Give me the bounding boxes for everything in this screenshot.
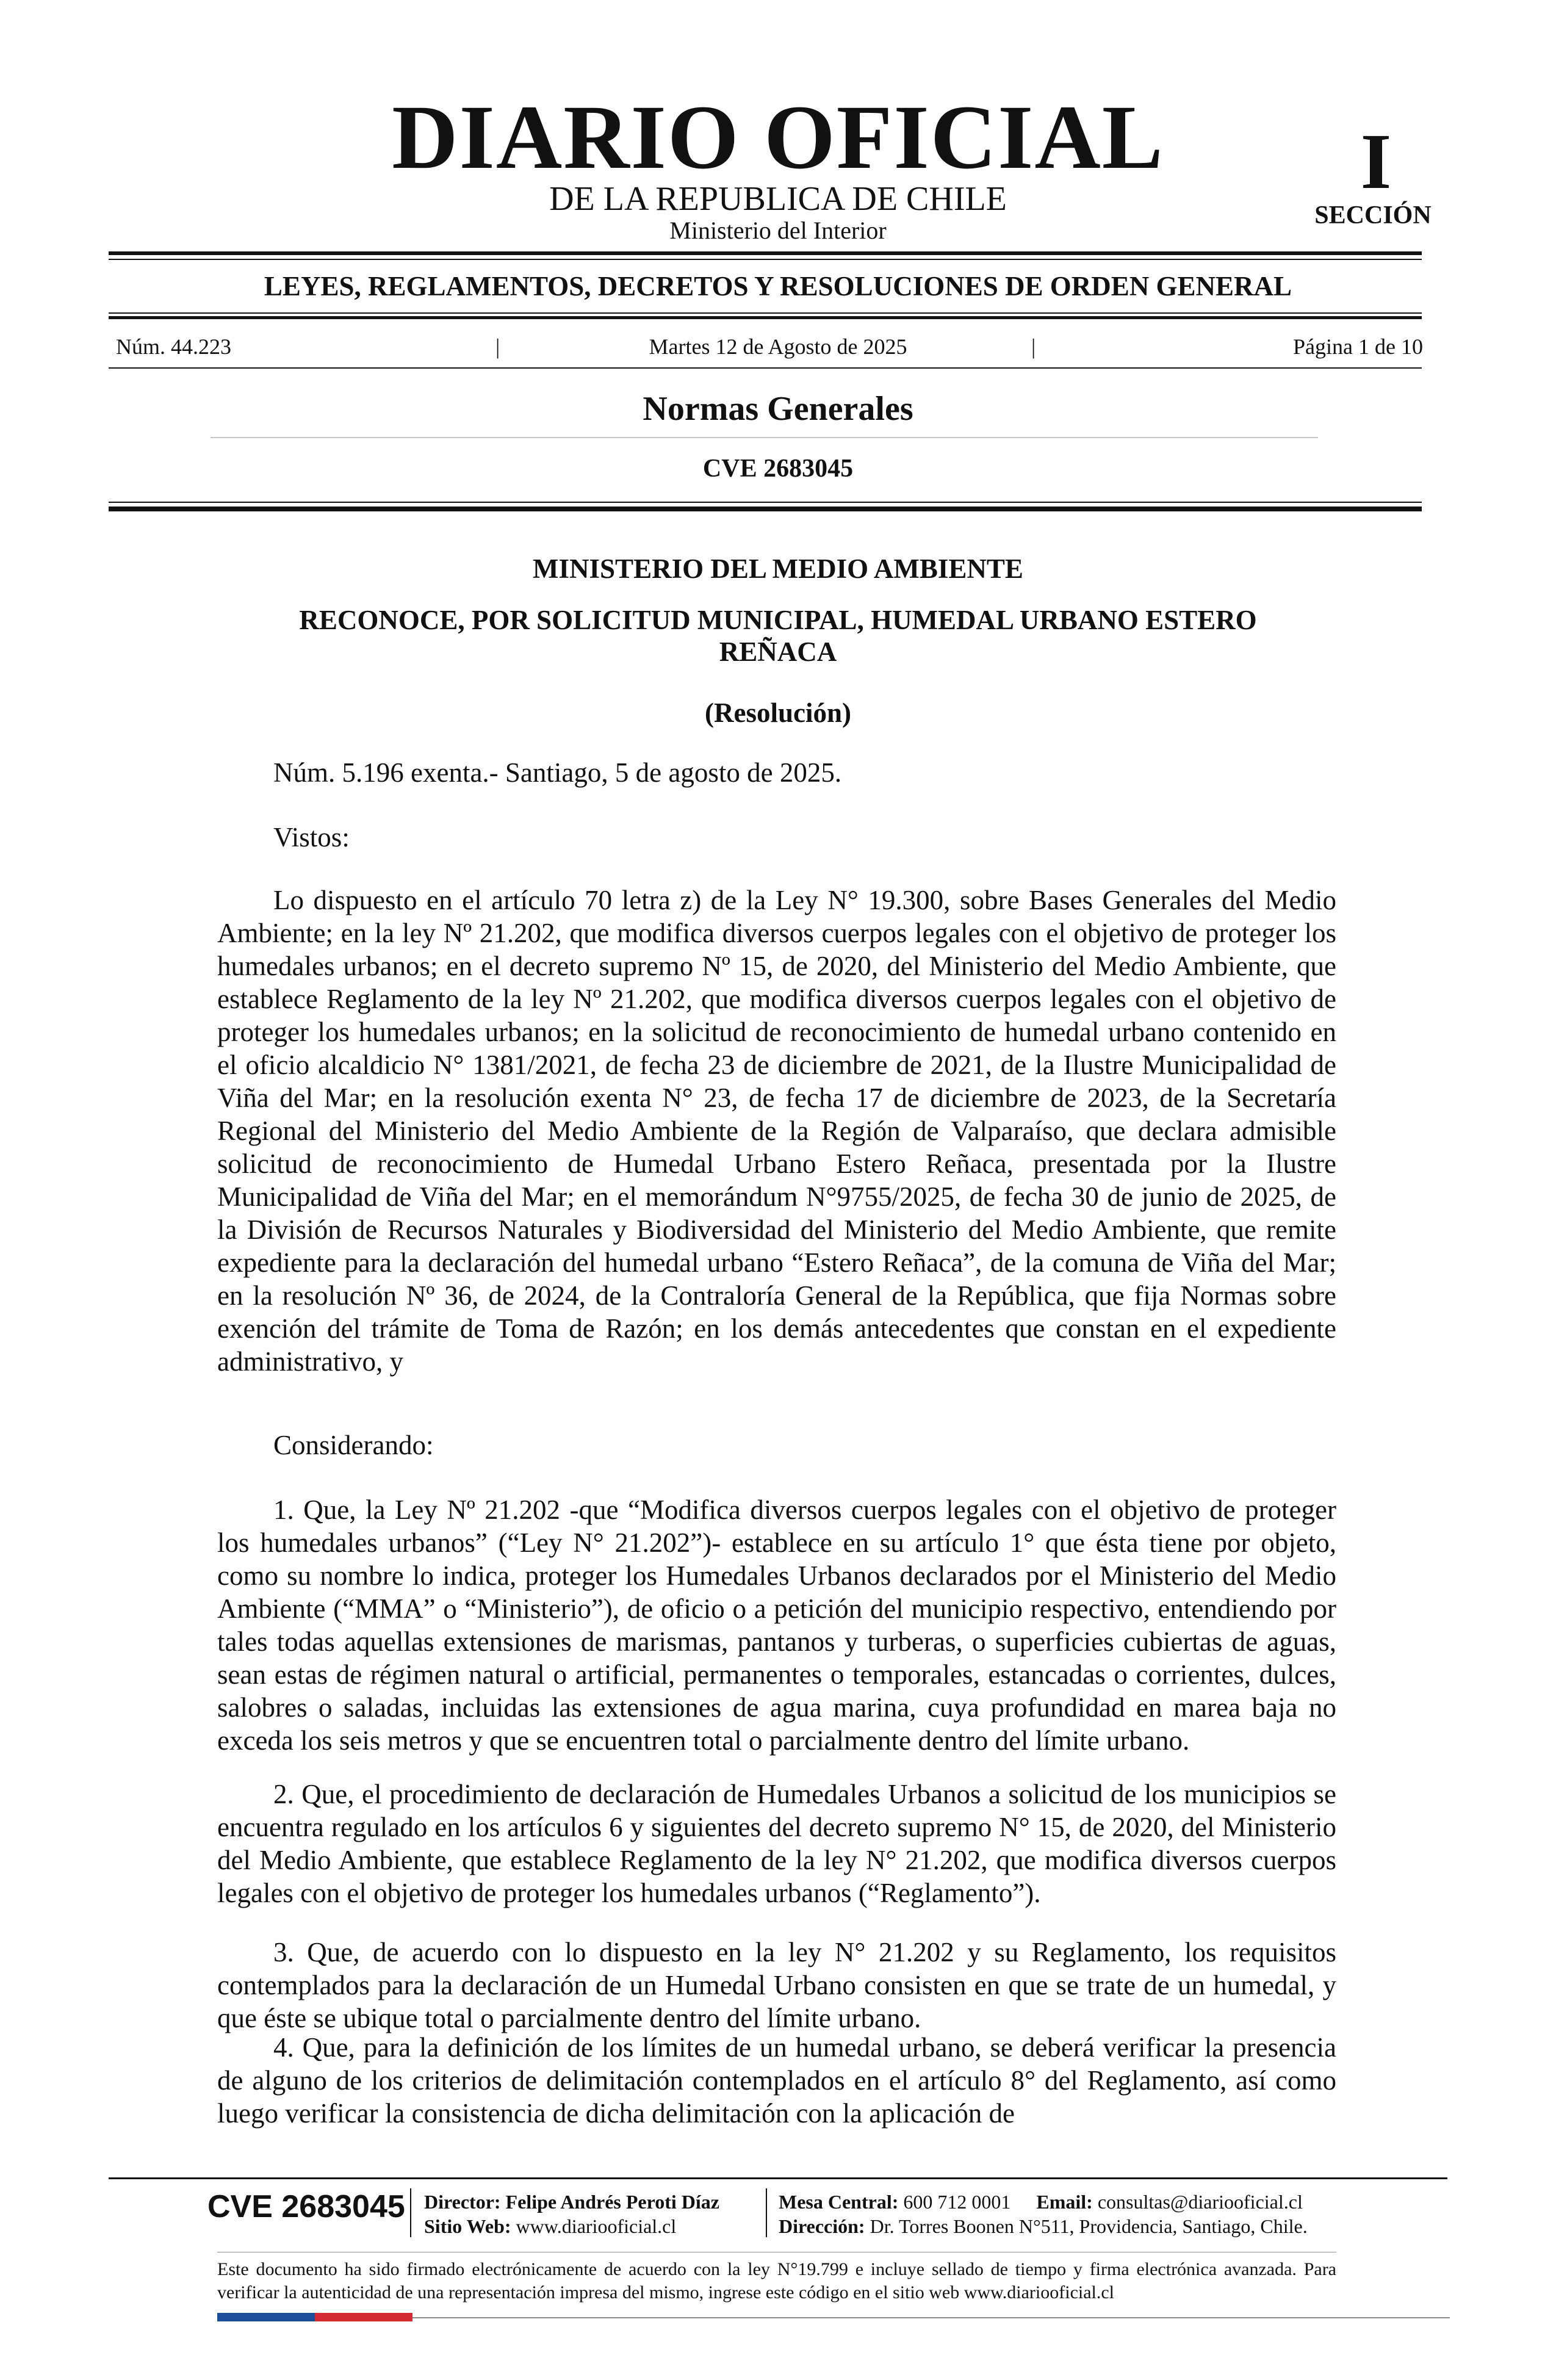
address-value: Dr. Torres Boonen N°511, Providencia, Santiago, Chile. xyxy=(870,2215,1308,2237)
website-label: Sitio Web: xyxy=(424,2215,511,2237)
footer-contact xyxy=(779,2190,1303,2214)
document-title: RECONOCE, POR SOLICITUD MUNICIPAL, HUMEDAL URBANO ESTERO REÑACA xyxy=(299,605,1257,667)
issue-number: Núm. 44.223 xyxy=(116,334,231,359)
footer-director xyxy=(424,2190,719,2214)
phone-value: 600 712 0001 xyxy=(903,2191,1011,2213)
director-label: Director: xyxy=(424,2191,501,2213)
issue-date: Martes 12 de Agosto de 2025 xyxy=(649,334,907,359)
footer-rule-bottom xyxy=(412,2317,1450,2318)
footer-cve: CVE 2683045 xyxy=(207,2189,405,2224)
considerando-item: 4. Que, para la definición de los límites de un humedal urbano, se deberá verificar la presencia de alguno de los criterios de delimitación contemplados en el artículo 8° del Reglamento, así como luego verificar la consistencia de dicha delimitación con la aplicación de xyxy=(217,2032,1336,2129)
header-rule-thick xyxy=(109,507,1422,511)
address-label: Dirección: xyxy=(779,2215,865,2237)
masthead-rule-thick xyxy=(109,251,1422,255)
section-label: SECCIÓN xyxy=(1314,201,1432,229)
flag-stripe-blue xyxy=(217,2313,315,2321)
vistos-heading: Vistos: xyxy=(273,822,350,853)
considerando-item: 2. Que, el procedimiento de declaración de Humedales Urbanos a solicitud de los municipios se encuentra regulado en los artículos 6 y siguientes del decreto supremo N° 15, de 2020, del Ministerio del Medio Ambiente, que establece Reglamento de la ley N° 21.202, que modifica diversos cuerpos legales con el objetivo de proteger los humedales urbanos (“Reglamento”). xyxy=(217,1779,1336,1908)
meta-separator: | xyxy=(1031,334,1036,359)
masthead-title: DIARIO OFICIAL xyxy=(392,87,1164,188)
meta-rule xyxy=(109,367,1422,369)
document-ministry: MINISTERIO DEL MEDIO AMBIENTE xyxy=(533,554,1023,584)
flag-stripe-red xyxy=(315,2313,412,2321)
header-rule-thin xyxy=(109,502,1422,503)
vistos-body: Lo dispuesto en el artículo 70 letra z) de la Ley N° 19.300, sobre Bases Generales del Medio Ambiente; en la ley Nº 21.202, que modifica diversos cuerpos legales con el objetivo de proteger los humedales urbanos; en el decreto supremo Nº 15, de 2020, del Ministerio del Medio Ambiente, que establece Reglamento de la ley Nº 21.202, que modifica diversos cuerpos legales con el objetivo de proteger los humedales urbanos; en la solicitud de reconocimiento de humedal urbano contenido en el oficio alcaldicio N° 1381/2021, de fecha 23 de diciembre de 2021, de la Ilustre Municipalidad de Viña del Mar; en la resolución exenta N° 23, de fecha 17 de diciembre de 2023, de la Secretaría Regional del Ministerio del Medio Ambiente de la Región de Valparaíso, que declara admisible solicitud de reconocimiento de Humedal Urbano Estero Reñaca, presentada por la Ilustre Municipalidad de Viña del Mar; en el memorándum N°9755/2025, de fecha 30 de junio de 2025, de la División de Recursos Naturales y Biodiversidad del Ministerio del Medio Ambiente, que remite expediente para la declaración del humedal urbano “Estero Reñaca”, de la comuna de Viña del Mar; en la resolución Nº 36, de 2024, de la Contraloría General de la República, que fija Normas sobre exención del trámite de Toma de Razón; en los demás antecedentes que constan en el expediente administrativo, y xyxy=(217,885,1336,1377)
website-link[interactable]: www.diariooficial.cl xyxy=(516,2215,677,2237)
considerando-heading: Considerando: xyxy=(273,1430,434,1460)
resolution-number: Núm. 5.196 exenta.- Santiago, 5 de agosto de 2025. xyxy=(273,757,842,788)
section-rule xyxy=(211,437,1318,438)
masthead-subtitle: DE LA REPUBLICA DE CHILE xyxy=(549,180,1007,218)
masthead-ministry: Ministerio del Interior xyxy=(669,217,887,244)
page-indicator: Página 1 de 10 xyxy=(1293,334,1423,359)
signature-note: Este documento ha sido firmado electrónicamente de acuerdo con la ley N°19.799 e incluye sellado de tiempo y firma electrónica avanzada. Para verificar la autenticidad de una representación impresa del mismo, ingrese este código en el sitio web www.diariooficial.cl xyxy=(217,2259,1336,2302)
section-title: Normas Generales xyxy=(643,390,913,428)
email-link[interactable]: consultas@diariooficial.cl xyxy=(1097,2191,1303,2213)
director-value: Felipe Andrés Peroti Díaz xyxy=(505,2191,719,2213)
footer-rule xyxy=(109,2177,1447,2179)
considerando-item: 3. Que, de acuerdo con lo dispuesto en la ley N° 21.202 y su Reglamento, los requisitos contemplados para la declaración de un Humedal Urbano consisten en que se trate de un humedal, y que éste se ubique total o parcialmente dentro del límite urbano. xyxy=(217,1937,1336,2033)
footer-divider xyxy=(410,2188,411,2237)
considerando-item: 1. Que, la Ley Nº 21.202 -que “Modifica diversos cuerpos legales con el objetivo de proteger los humedales urbanos” (“Ley N° 21.202”)- establece en su artículo 1° que ésta tiene por objeto, como su nombre lo indica, proteger los Humedales Urbanos declarados por el Ministerio del Medio Ambiente (“MMA” o “Ministerio”), de oficio o a petición del municipio respectivo, entendiendo por tales todas aquellas extensiones de marismas, pantanos y turberas, o superficies cubiertas de aguas, sean estas de régimen natural o artificial, permanentes o temporales, estancadas o corrientes, dulces, salobres o saladas, incluidas las extensiones de agua marina, cuya profundidad en marea baja no exceda los seis metros y que se encuentren total o parcialmente dentro del límite urbano. xyxy=(217,1495,1336,1756)
footer-address xyxy=(779,2214,1308,2238)
banner-rule-thin xyxy=(109,312,1422,314)
banner-rule-thick xyxy=(109,316,1422,319)
footer-divider xyxy=(766,2188,767,2237)
footer-website xyxy=(424,2214,676,2238)
cve-code: CVE 2683045 xyxy=(702,455,854,483)
email-label: Email: xyxy=(1036,2191,1093,2213)
masthead-rule-thin xyxy=(109,259,1422,260)
section-number: I xyxy=(1360,118,1392,206)
document-type: (Resolución) xyxy=(705,698,851,728)
phone-label: Mesa Central: xyxy=(779,2191,899,2213)
banner-laws: LEYES, REGLAMENTOS, DECRETOS Y RESOLUCIONES DE ORDEN GENERAL xyxy=(264,271,1292,301)
meta-separator: | xyxy=(495,334,500,359)
